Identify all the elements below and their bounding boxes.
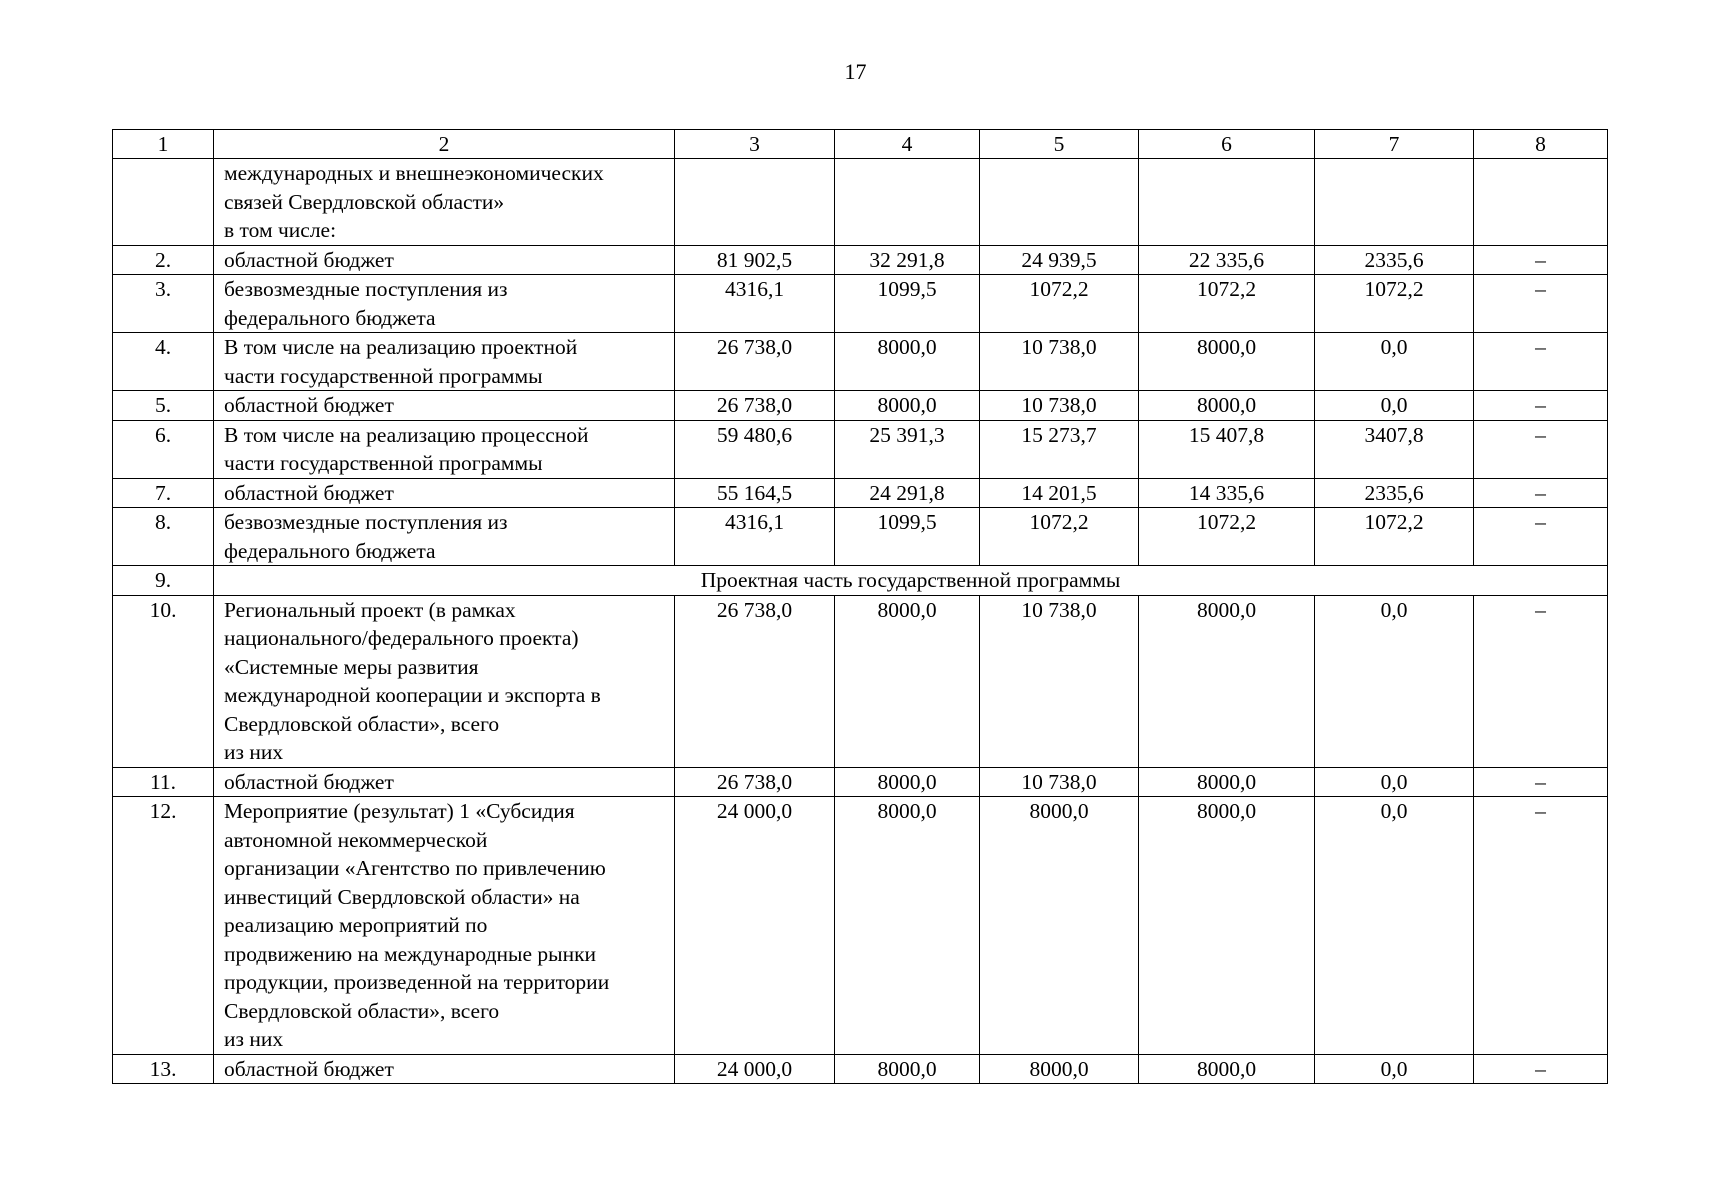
- row-number: 11.: [113, 767, 214, 797]
- description-line: продукции, произведенной на территории: [224, 970, 610, 994]
- value-cell-col-8: –: [1474, 275, 1608, 333]
- value-cell-col-5: 10 738,0: [980, 333, 1139, 391]
- description-line: части государственной программы: [224, 363, 543, 388]
- description-line: Свердловской области», всего: [224, 711, 500, 736]
- section-title: Проектная часть государственной программы: [214, 566, 1608, 596]
- description-line: Мероприятие (результат) 1 «Субсидия: [224, 799, 575, 823]
- row-description: [214, 159, 675, 246]
- row-number: 12.: [113, 797, 214, 1055]
- value-cell-col-4: 32 291,8: [835, 245, 980, 275]
- table-row: [113, 1054, 1608, 1084]
- value-cell-col-8: –: [1474, 245, 1608, 275]
- table-row: [113, 333, 1608, 391]
- description-line: международной кооперации и экспорта в: [224, 683, 601, 707]
- value-cell-col-8: –: [1474, 797, 1608, 1055]
- row-number: 9.: [113, 566, 214, 596]
- value-cell-col-4: 8000,0: [835, 333, 980, 391]
- value-cell-col-8: –: [1474, 1054, 1608, 1084]
- description-line: из них: [224, 740, 284, 764]
- section-row: [113, 566, 1608, 596]
- value-cell-col-4: 25 391,3: [835, 420, 980, 478]
- value-cell-col-6: 8000,0: [1139, 333, 1315, 391]
- value-cell-col-7: 2335,6: [1315, 478, 1474, 508]
- value-cell-col-3: 26 738,0: [675, 595, 835, 767]
- value-cell-col-6: 1072,2: [1139, 275, 1315, 333]
- table-row: [113, 508, 1608, 566]
- description-line: автономной некоммерческой: [224, 827, 488, 852]
- row-number: 10.: [113, 595, 214, 767]
- value-cell-col-5: 8000,0: [980, 797, 1139, 1055]
- value-cell-col-5: 8000,0: [980, 1054, 1139, 1084]
- description-line: В том числе на реализацию процессной: [224, 422, 589, 447]
- value-cell-col-3: 26 738,0: [675, 391, 835, 421]
- value-cell-col-3: 24 000,0: [675, 1054, 835, 1084]
- description-line: безвозмездные поступления из: [224, 277, 508, 301]
- value-cell-col-6: 22 335,6: [1139, 245, 1315, 275]
- value-cell-col-5: 1072,2: [980, 275, 1139, 333]
- row-number: 2.: [113, 245, 214, 275]
- value-cell-col-8: –: [1474, 333, 1608, 391]
- value-cell-col-6: 8000,0: [1139, 595, 1315, 767]
- row-number: 3.: [113, 275, 214, 333]
- description-line: областной бюджет: [224, 769, 394, 794]
- column-number-5: 5: [980, 130, 1139, 159]
- value-cell-col-7: 0,0: [1315, 767, 1474, 797]
- value-cell-col-5: 10 738,0: [980, 767, 1139, 797]
- value-cell-col-8: –: [1474, 508, 1608, 566]
- value-cell-col-7: 0,0: [1315, 391, 1474, 421]
- value-cell-col-5: 15 273,7: [980, 420, 1139, 478]
- row-description: [214, 420, 675, 478]
- table-row: [113, 478, 1608, 508]
- value-cell-col-3: 26 738,0: [675, 333, 835, 391]
- value-cell-col-6: 8000,0: [1139, 767, 1315, 797]
- row-description: [214, 1054, 675, 1084]
- table-row: [113, 767, 1608, 797]
- description-line: областной бюджет: [224, 480, 394, 505]
- row-number: 7.: [113, 478, 214, 508]
- description-line: из них: [224, 1027, 284, 1051]
- value-cell-col-3: 4316,1: [675, 275, 835, 333]
- row-number: [113, 159, 214, 246]
- value-cell-col-6: 8000,0: [1139, 391, 1315, 421]
- description-line: областной бюджет: [224, 1056, 394, 1081]
- table-row: [113, 797, 1608, 1055]
- value-cell-col-4: 8000,0: [835, 1054, 980, 1084]
- row-number: 13.: [113, 1054, 214, 1084]
- row-description: [214, 245, 675, 275]
- column-number-7: 7: [1315, 130, 1474, 159]
- value-cell-col-5: 1072,2: [980, 508, 1139, 566]
- value-cell-col-7: 1072,2: [1315, 275, 1474, 333]
- value-cell-col-7: 2335,6: [1315, 245, 1474, 275]
- value-cell-col-4: 8000,0: [835, 767, 980, 797]
- value-cell-col-6: 8000,0: [1139, 1054, 1315, 1084]
- column-number-3: 3: [675, 130, 835, 159]
- description-line: в том числе:: [224, 218, 337, 242]
- value-cell-col-7: 3407,8: [1315, 420, 1474, 478]
- budget-table: [112, 129, 1608, 1084]
- page-number: 17: [844, 59, 867, 84]
- value-cell-col-6: 14 335,6: [1139, 478, 1315, 508]
- row-description: [214, 478, 675, 508]
- row-description: [214, 767, 675, 797]
- table-row: [113, 420, 1608, 478]
- value-cell-col-7: 1072,2: [1315, 508, 1474, 566]
- row-description: [214, 275, 675, 333]
- table-row: [113, 275, 1608, 333]
- table-row: [113, 245, 1608, 275]
- value-cell-col-3: 81 902,5: [675, 245, 835, 275]
- value-cell-col-3: 4316,1: [675, 508, 835, 566]
- value-cell-col-3: 24 000,0: [675, 797, 835, 1055]
- value-cell-col-8: –: [1474, 420, 1608, 478]
- value-cell-col-3: 26 738,0: [675, 767, 835, 797]
- description-line: безвозмездные поступления из: [224, 510, 508, 534]
- value-cell-col-3: 55 164,5: [675, 478, 835, 508]
- value-cell-col-7: 0,0: [1315, 595, 1474, 767]
- value-cell-col-7: [1315, 159, 1474, 246]
- row-number: 6.: [113, 420, 214, 478]
- value-cell-col-3: 59 480,6: [675, 420, 835, 478]
- description-line: федерального бюджета: [224, 538, 436, 563]
- row-description: [214, 797, 675, 1055]
- column-number-8: 8: [1474, 130, 1608, 159]
- description-line: областной бюджет: [224, 247, 394, 272]
- description-line: реализацию мероприятий по: [224, 913, 488, 937]
- description-line: Региональный проект (в рамках: [224, 597, 516, 622]
- value-cell-col-8: –: [1474, 391, 1608, 421]
- column-number-header-row: [113, 130, 1608, 159]
- description-line: Свердловской области», всего: [224, 998, 500, 1023]
- description-line: международных и внешнеэкономических: [224, 161, 604, 185]
- description-line: «Системные меры развития: [224, 654, 479, 679]
- value-cell-col-4: 24 291,8: [835, 478, 980, 508]
- value-cell-col-4: 1099,5: [835, 508, 980, 566]
- value-cell-col-6: 8000,0: [1139, 797, 1315, 1055]
- description-line: В том числе на реализацию проектной: [224, 335, 578, 359]
- value-cell-col-5: 10 738,0: [980, 391, 1139, 421]
- row-description: [214, 333, 675, 391]
- value-cell-col-4: 1099,5: [835, 275, 980, 333]
- row-description: [214, 595, 675, 767]
- value-cell-col-8: –: [1474, 595, 1608, 767]
- value-cell-col-6: [1139, 159, 1315, 246]
- table-row: [113, 391, 1608, 421]
- description-line: федерального бюджета: [224, 305, 436, 330]
- value-cell-col-8: [1474, 159, 1608, 246]
- row-description: [214, 508, 675, 566]
- column-number-1: 1: [113, 130, 214, 159]
- value-cell-col-8: –: [1474, 767, 1608, 797]
- column-number-2: 2: [214, 130, 675, 159]
- row-number: 8.: [113, 508, 214, 566]
- description-line: организации «Агентство по привлечению: [224, 856, 606, 880]
- description-line: областной бюджет: [224, 393, 394, 417]
- value-cell-col-7: 0,0: [1315, 333, 1474, 391]
- description-line: инвестиций Свердловской области» на: [224, 884, 580, 909]
- value-cell-col-4: [835, 159, 980, 246]
- value-cell-col-5: 14 201,5: [980, 478, 1139, 508]
- description-line: части государственной программы: [224, 451, 543, 475]
- value-cell-col-7: 0,0: [1315, 797, 1474, 1055]
- column-number-4: 4: [835, 130, 980, 159]
- value-cell-col-4: 8000,0: [835, 595, 980, 767]
- value-cell-col-4: 8000,0: [835, 391, 980, 421]
- description-line: продвижению на международные рынки: [224, 941, 597, 966]
- description-line: связей Свердловской области»: [224, 189, 505, 214]
- value-cell-col-8: –: [1474, 478, 1608, 508]
- description-line: национального/федерального проекта): [224, 626, 579, 650]
- value-cell-col-4: 8000,0: [835, 797, 980, 1055]
- value-cell-col-7: 0,0: [1315, 1054, 1474, 1084]
- column-number-6: 6: [1139, 130, 1315, 159]
- row-number: 5.: [113, 391, 214, 421]
- value-cell-col-6: 15 407,8: [1139, 420, 1315, 478]
- value-cell-col-6: 1072,2: [1139, 508, 1315, 566]
- table-row: [113, 159, 1608, 246]
- table-row: [113, 595, 1608, 767]
- row-number: 4.: [113, 333, 214, 391]
- value-cell-col-5: [980, 159, 1139, 246]
- row-description: [214, 391, 675, 421]
- value-cell-col-3: [675, 159, 835, 246]
- value-cell-col-5: 24 939,5: [980, 245, 1139, 275]
- value-cell-col-5: 10 738,0: [980, 595, 1139, 767]
